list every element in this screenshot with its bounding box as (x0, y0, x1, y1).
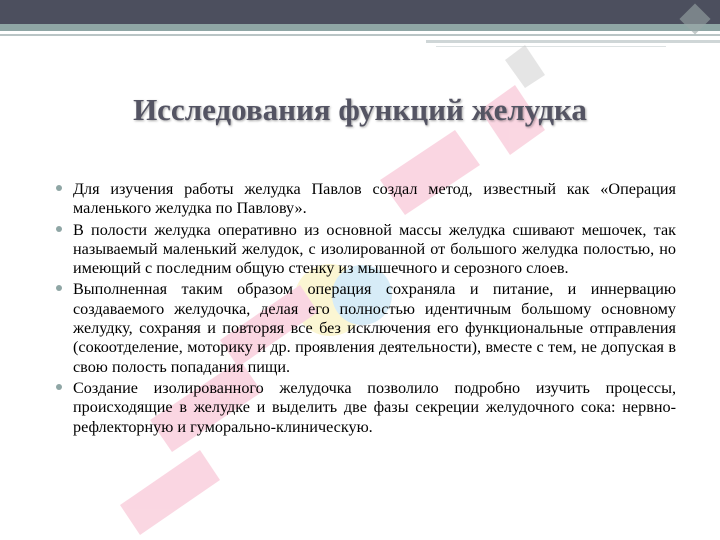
bullet-dot (56, 285, 62, 291)
bullet-text: Выполненная таким образом операция сохраняла и питание, и иннервацию создаваемого желудочка, делая его полностью идентичным большому основному желудку, сохраняя и повторяя все без исключения его функциональные отправления (сокоотделение, моторику и др. проявления деятельности), вместе с тем, не допуская в свою полость попадания пищи. (73, 280, 676, 376)
watermark-stroke-pink (120, 450, 220, 535)
slide-title: Исследования функций желудка (133, 92, 587, 127)
list-item (73, 280, 676, 376)
bullet-dot (56, 384, 62, 390)
header-bar (0, 0, 720, 24)
header-line (436, 46, 666, 47)
watermark-stroke-gray (505, 45, 545, 88)
header-accent-stripe (0, 24, 720, 31)
list-item (73, 221, 676, 279)
bullet-text: В полости желудка оперативно из основной массы желудка сшивают мешочек, так называемый маленький желудок, с изолированной от большого желудка полостью, но имеющий с последним общую стенку из мышечного и серозного слоев. (73, 220, 676, 278)
list-item (73, 180, 676, 219)
bullet-list (73, 180, 676, 439)
bullet-dot (56, 185, 62, 191)
bullet-text: Для изучения работы желудка Павлов создал метод, известный как «Операция маленького желудка по Павлову». (73, 180, 676, 218)
header-line (426, 40, 720, 43)
list-item (73, 379, 676, 437)
bullet-text: Создание изолированного желудочка позволило подробно изучить процессы, происходящие в желудке и выделить две фазы секреции желудочного сока: нервно-рефлекторную и гуморально-клиническую. (73, 378, 676, 436)
header-line (0, 34, 720, 36)
bullet-dot (56, 226, 62, 232)
